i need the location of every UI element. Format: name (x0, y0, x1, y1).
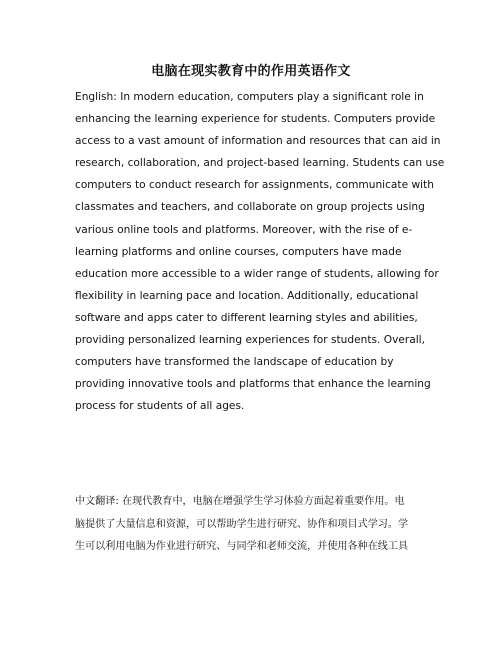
english-line: English: In modern education, computers play a significant role in (75, 91, 424, 103)
english-line: process for students of all ages. (75, 400, 245, 413)
chinese-line: 中文翻译: 在现代教育中，电脑在增强学生学习体验方面起着重要作用。电 (75, 496, 405, 507)
english-line: access to a vast amount of information and resources that can aid in (75, 135, 441, 148)
english-line: various online tools and platforms. Moreover, with the rise of e- (75, 223, 413, 236)
english-line: providing personalized learning experiences for students. Overall, (75, 334, 425, 347)
english-line: computers have transformed the landscape of education by (75, 356, 394, 369)
english-line: computers to conduct research for assignments, communicate with (75, 179, 434, 192)
english-line: enhancing the learning experience for students. Computers provide (75, 113, 436, 126)
english-line: flexibility in learning pace and location. Additionally, educational (75, 289, 419, 302)
english-line: software and apps cater to different learning styles and abilities, (75, 311, 418, 324)
chinese-paragraph (75, 491, 435, 559)
english-paragraph (75, 86, 445, 417)
chinese-line: 生可以利用电脑为作业进行研究、与同学和老师交流，并使用各种在线工具 (75, 541, 409, 552)
english-line: providing innovative tools and platforms that enhance the learning (75, 378, 431, 391)
english-line: classmates and teachers, and collaborate on group projects using (75, 201, 425, 214)
document-title: 电脑在现实教育中的作用英语作文 (151, 64, 351, 79)
english-line: research, collaboration, and project-based learning. Students can use (75, 157, 445, 170)
english-line: education more accessible to a wider range of students, allowing for (75, 267, 439, 280)
english-line: learning platforms and online courses, computers have made (75, 245, 402, 258)
chinese-line: 脑提供了大量信息和资源，可以帮助学生进行研究、协作和项目式学习。学 (75, 518, 409, 530)
